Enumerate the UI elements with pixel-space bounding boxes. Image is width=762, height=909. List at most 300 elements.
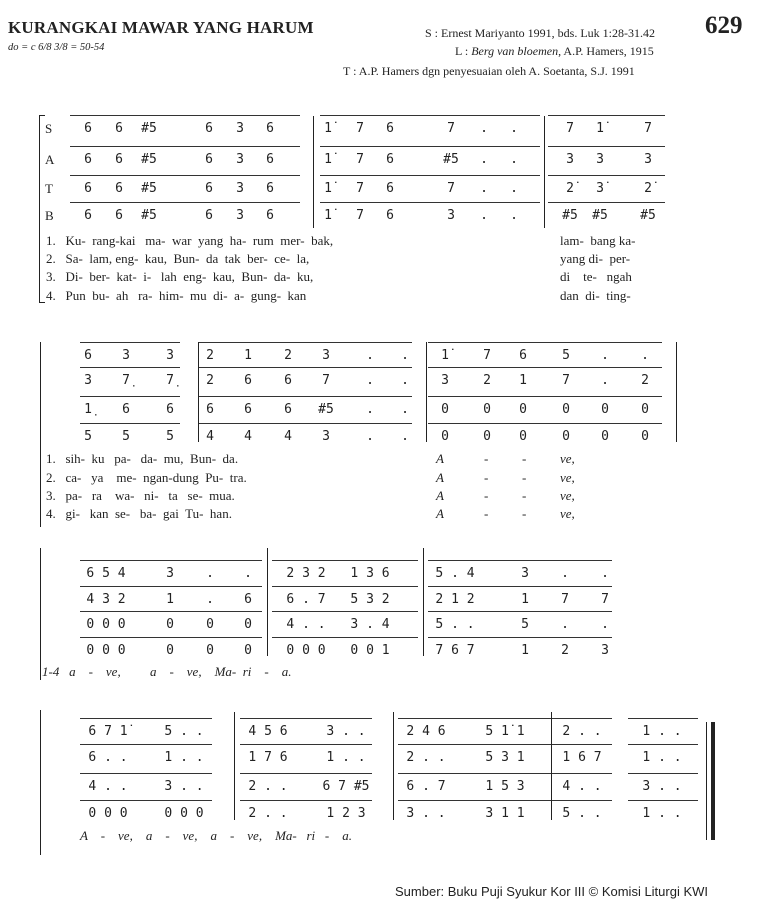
note: . (510, 152, 518, 167)
note: 6 (244, 373, 252, 388)
note: 4 . . (562, 779, 602, 794)
final-barline-thick (711, 722, 715, 840)
staff-line (80, 396, 180, 397)
note: 4 (284, 429, 292, 444)
note: 5 . 4 (435, 566, 475, 581)
note: 3 . 4 (350, 617, 390, 632)
note: 3 (441, 373, 449, 388)
note: 2 4 6 (406, 724, 446, 739)
note: 4 (206, 429, 214, 444)
note: 0 (519, 402, 527, 417)
staff-line (272, 560, 418, 561)
staff-line (428, 637, 612, 638)
note: 3 (322, 348, 330, 363)
note: 3 (84, 373, 92, 388)
system-bracket (40, 342, 41, 527)
staff-line (70, 202, 300, 203)
staff-line (198, 342, 412, 343)
staff-line (628, 773, 698, 774)
staff-line (548, 175, 665, 176)
ave-word: ve, (560, 506, 575, 521)
note: . (641, 348, 649, 363)
voice-label: B (45, 208, 54, 223)
note: 1 3 6 (350, 566, 390, 581)
note: . (480, 208, 488, 223)
note: 6 5 4 (86, 566, 126, 581)
note: 3 (601, 643, 609, 658)
note: 3 (644, 152, 652, 167)
note: 3 1 1 (485, 806, 525, 821)
note: 5 1̇ 1 (485, 724, 525, 739)
lyric-line-end: di te- ngah (560, 269, 632, 284)
note: . (244, 566, 252, 581)
staff-line (70, 146, 300, 147)
staff-line (240, 744, 372, 745)
note: 4 . . (286, 617, 326, 632)
note: 3 (236, 152, 244, 167)
note: 7 (447, 181, 455, 196)
note: 2 . . (406, 750, 446, 765)
note: . (561, 566, 569, 581)
note: 6 7 #5 (322, 779, 370, 794)
lyric-line: 4. Pun bu- ah ra- him- mu di- a- gung- kan (46, 288, 307, 303)
note: 6 (266, 121, 274, 136)
note: . (366, 348, 374, 363)
note: . (480, 181, 488, 196)
note: 3 . . (406, 806, 446, 821)
note: 7 (562, 373, 570, 388)
ave-word: - (484, 488, 489, 503)
ave-word: ve, (560, 470, 575, 485)
note: . (510, 181, 518, 196)
ave-word: ve, (560, 451, 575, 466)
staff-line (428, 586, 612, 587)
note: 2 (641, 373, 649, 388)
staff-line (198, 423, 412, 424)
note: #5 (443, 152, 459, 167)
staff-line (80, 637, 262, 638)
barline (267, 548, 268, 656)
system-bracket (40, 710, 41, 855)
note: . (601, 617, 609, 632)
staff-line (428, 423, 662, 424)
system-bracket-tick (39, 302, 45, 303)
note: 6 (206, 402, 214, 417)
staff-line (80, 718, 212, 719)
text-credit: T : A.P. Hamers dgn penyesuaian oleh A. Soetanta, S.J. 1991 (343, 64, 635, 78)
note: 5 (521, 617, 529, 632)
note: 2 1 2 (435, 592, 475, 607)
note: 6 (205, 152, 213, 167)
lyric-line: 3. pa- ra wa- ni- ta se- mua. (46, 488, 235, 503)
note: 1̇ (441, 348, 449, 363)
note: 7 (356, 152, 364, 167)
note: 1 . . (326, 750, 366, 765)
note: 1 2 3 (326, 806, 366, 821)
ave-word: A (436, 488, 444, 503)
ave-word: - (522, 470, 527, 485)
note: . (510, 208, 518, 223)
staff-line (320, 202, 540, 203)
melody-prefix: L : (455, 44, 472, 58)
note: 1 . . (642, 806, 682, 821)
note: 1 (521, 643, 529, 658)
note: 7 (447, 121, 455, 136)
note: 4 5 6 (248, 724, 288, 739)
note: #5 (141, 181, 157, 196)
staff-line (80, 342, 180, 343)
ave-word: A (436, 451, 444, 466)
staff-line (240, 718, 372, 719)
note: 1 . . (642, 724, 682, 739)
note: 7 (601, 592, 609, 607)
note: 6 (205, 121, 213, 136)
note: . (510, 121, 518, 136)
barline (234, 712, 235, 820)
staff-line (80, 800, 212, 801)
note: #5 (318, 402, 334, 417)
note: 0 (641, 429, 649, 444)
note: 7 (356, 208, 364, 223)
note: 6 (244, 402, 252, 417)
note: . (366, 373, 374, 388)
note: 2 . . (248, 806, 288, 821)
note: 1̇ (324, 152, 332, 167)
note: 2 (206, 373, 214, 388)
melody-rest: , A.P. Hamers, 1915 (558, 44, 654, 58)
staff-line (398, 744, 612, 745)
note: 2 (206, 348, 214, 363)
staff-line (428, 396, 662, 397)
barline (313, 116, 314, 228)
note: 7 (561, 592, 569, 607)
note: 3 (166, 566, 174, 581)
melody-title: Berg van bloemen (471, 44, 559, 58)
lyric-line: 1-4 a - ve, a - ve, Ma- ri - a. (42, 664, 292, 679)
note: 6 (284, 402, 292, 417)
staff-line (240, 773, 372, 774)
note: 5 3 2 (350, 592, 390, 607)
staff-line (428, 560, 612, 561)
note: 5 (84, 429, 92, 444)
note: 0 (562, 402, 570, 417)
note: 0 (166, 643, 174, 658)
note: 6 (386, 181, 394, 196)
staff-line (80, 423, 180, 424)
lyric-line: 2. ca- ya me- ngan-dung Pu- tra. (46, 470, 247, 485)
note: 2 3 2 (286, 566, 326, 581)
note: 0 0 0 (88, 806, 128, 821)
note: 5 . . (435, 617, 475, 632)
ave-word: - (522, 506, 527, 521)
voice-label: A (45, 152, 55, 167)
staff-line (320, 146, 540, 147)
ave-word: A (436, 470, 444, 485)
staff-line (80, 586, 262, 587)
final-barline (706, 722, 707, 840)
note: #5 (640, 208, 656, 223)
system-bracket (40, 548, 41, 680)
note: 6 . 7 (406, 779, 446, 794)
note: 3 (521, 566, 529, 581)
note: 3 (566, 152, 574, 167)
note: 2 (284, 348, 292, 363)
note: 1̇ (324, 181, 332, 196)
note: 0 (244, 643, 252, 658)
note: 1 . . (642, 750, 682, 765)
note: 7 (644, 121, 652, 136)
note: 0 (166, 617, 174, 632)
note: 5 . . (562, 806, 602, 821)
song-number: 629 (705, 12, 743, 39)
system-bracket-tick (39, 115, 45, 116)
note: 0 0 0 (164, 806, 204, 821)
ave-word: A (436, 506, 444, 521)
staff-line (70, 175, 300, 176)
song-title: KURANGKAI MAWAR YANG HARUM (8, 18, 314, 37)
note: 0 (483, 429, 491, 444)
note: . (480, 121, 488, 136)
staff-line (198, 367, 412, 368)
lyric-line-end: yang di- per- (560, 251, 631, 266)
note: 3 (596, 152, 604, 167)
note: 3 (447, 208, 455, 223)
note: . (601, 566, 609, 581)
staff-line (428, 342, 662, 343)
note: 1 (166, 592, 174, 607)
note: #5 (592, 208, 608, 223)
note: 7 (356, 121, 364, 136)
lyric-line-end: dan di- ting- (560, 288, 631, 303)
note: 6 (84, 348, 92, 363)
note: 6 (386, 208, 394, 223)
staff-line (240, 800, 372, 801)
lyric-line: 3. Di- ber- kat- i- lah eng- kau, Bun- da- ku, (46, 269, 314, 284)
staff-line (548, 115, 665, 116)
staff-line (198, 396, 412, 397)
note: #5 (141, 152, 157, 167)
staff-line (548, 146, 665, 147)
lyric-line: A - ve, a - ve, a - ve, Ma- ri - a. (80, 828, 352, 843)
note: #5 (141, 208, 157, 223)
note: . (401, 348, 409, 363)
staff-line (80, 744, 212, 745)
note: #5 (141, 121, 157, 136)
barline (544, 116, 545, 228)
note: 6 (115, 181, 123, 196)
note: 6 (284, 373, 292, 388)
ave-word: - (522, 488, 527, 503)
note: 1 . . (164, 750, 204, 765)
note: 1 (519, 373, 527, 388)
tempo-marking: do = c 6/8 3/8 = 50-54 (8, 42, 105, 53)
note: 5 (562, 348, 570, 363)
note: 0 0 0 (286, 643, 326, 658)
melody-credit (455, 44, 654, 59)
ave-word: ve, (560, 488, 575, 503)
staff-line (80, 611, 262, 612)
note: . (206, 566, 214, 581)
note: . (401, 373, 409, 388)
voice-label: S (45, 121, 53, 136)
note: 7̣ (166, 373, 174, 388)
note: . (401, 429, 409, 444)
note: . (366, 429, 374, 444)
staff-line (272, 637, 418, 638)
note: 6 (266, 181, 274, 196)
note: 6 (84, 121, 92, 136)
barline (551, 712, 552, 820)
note: . (206, 592, 214, 607)
voice-label: T (45, 181, 53, 196)
note: 0 (519, 429, 527, 444)
ave-word: - (484, 470, 489, 485)
note: 3 (236, 121, 244, 136)
note: 4 3 2 (86, 592, 126, 607)
staff-line (320, 115, 540, 116)
note: 3 (166, 348, 174, 363)
note: . (601, 348, 609, 363)
staff-line (80, 773, 212, 774)
note: . (561, 617, 569, 632)
note: 6 (205, 208, 213, 223)
note: 1 7 6 (248, 750, 288, 765)
note: 6 (115, 121, 123, 136)
note: 3 . . (164, 779, 204, 794)
staff-line (80, 367, 180, 368)
note: 6 (386, 121, 394, 136)
note: 0 0 0 (86, 617, 126, 632)
barline (426, 342, 427, 442)
note: 2 . . (562, 724, 602, 739)
note: 0 0 0 (86, 643, 126, 658)
note: 7 (483, 348, 491, 363)
note: #5 (562, 208, 578, 223)
source-credit: Sumber: Buku Puji Syukur Kor III © Komisi Liturgi KWI (395, 884, 709, 899)
staff-line (428, 367, 662, 368)
note: 6 (84, 208, 92, 223)
note: 6 (519, 348, 527, 363)
note: 2̇ (566, 181, 574, 196)
note: 2 (483, 373, 491, 388)
note: 1 (244, 348, 252, 363)
staff-line (428, 611, 612, 612)
note: 0 (206, 617, 214, 632)
note: 6 (166, 402, 174, 417)
staff-line (70, 115, 300, 116)
note: . (480, 152, 488, 167)
note: 6 7 1̇ (88, 724, 128, 739)
note: 0 (641, 402, 649, 417)
note: 0 (441, 429, 449, 444)
note: 0 (244, 617, 252, 632)
note: 6 (84, 152, 92, 167)
system-bracket (39, 115, 40, 303)
note: 4 (244, 429, 252, 444)
lyric-line: 1. Ku- rang-kai ma- war yang ha- rum mer- bak, (46, 233, 334, 248)
note: 1 (521, 592, 529, 607)
barline (393, 712, 394, 820)
staff-line (272, 586, 418, 587)
note: 2 . . (248, 779, 288, 794)
note: . (401, 402, 409, 417)
note: 0 (562, 429, 570, 444)
staff-line (320, 175, 540, 176)
note: 1 6 7 (562, 750, 602, 765)
note: 6 (244, 592, 252, 607)
staff-line (628, 744, 698, 745)
note: 1 5 3 (485, 779, 525, 794)
note: 6 (266, 152, 274, 167)
lyric-line-end: lam- bang ka- (560, 233, 636, 248)
note: . (601, 373, 609, 388)
staff-line (80, 560, 262, 561)
note: 6 . 7 (286, 592, 326, 607)
note: 6 (205, 181, 213, 196)
note: . (366, 402, 374, 417)
note: 3 . . (326, 724, 366, 739)
note: 0 (601, 429, 609, 444)
note: 5 . . (164, 724, 204, 739)
note: 0 (441, 402, 449, 417)
note: 7̣ (122, 373, 130, 388)
staff-line (628, 718, 698, 719)
lyric-line: 4. gi- kan se- ba- gai Tu- han. (46, 506, 232, 521)
note: 3 . . (642, 779, 682, 794)
note: 6 (122, 402, 130, 417)
note: 0 (206, 643, 214, 658)
barline (198, 342, 199, 442)
note: 3̇ (596, 181, 604, 196)
staff-line (272, 611, 418, 612)
ave-word: - (484, 506, 489, 521)
staff-line (628, 800, 698, 801)
note: 3 (236, 181, 244, 196)
note: 6 (386, 152, 394, 167)
note: 6 . . (88, 750, 128, 765)
note: 7 6 7 (435, 643, 475, 658)
note: 6 (115, 152, 123, 167)
note: 7 (322, 373, 330, 388)
staff-line (548, 202, 665, 203)
note: 5 (122, 429, 130, 444)
note: 4 . . (88, 779, 128, 794)
staff-line (398, 773, 612, 774)
ave-word: - (484, 451, 489, 466)
staff-line (398, 800, 612, 801)
note: 7 (356, 181, 364, 196)
note: 3 (236, 208, 244, 223)
barline (676, 342, 677, 442)
note: 1̇ (324, 121, 332, 136)
lyric-line: 2. Sa- lam, eng- kau, Bun- da tak ber- ce- la, (46, 251, 310, 266)
note: 1̣ (84, 402, 92, 417)
note: 6 (266, 208, 274, 223)
note: 1̇ (324, 208, 332, 223)
note: 0 (483, 402, 491, 417)
lyric-line: 1. sih- ku pa- da- mu, Bun- da. (46, 451, 239, 466)
barline (423, 548, 424, 656)
staff-line (398, 718, 612, 719)
note: 0 (601, 402, 609, 417)
note: 3 (322, 429, 330, 444)
note: 2̇ (644, 181, 652, 196)
note: 5 (166, 429, 174, 444)
note: 0 0 1 (350, 643, 390, 658)
ave-word: - (522, 451, 527, 466)
note: 6 (115, 208, 123, 223)
note: 2 (561, 643, 569, 658)
